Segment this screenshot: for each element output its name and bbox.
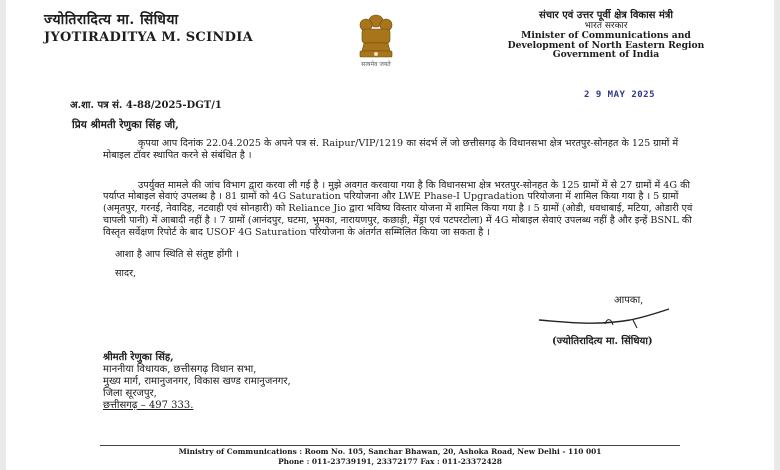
letterhead-right <box>482 11 730 60</box>
addressee-block <box>103 352 291 412</box>
letterhead-left <box>44 10 253 45</box>
addressee-name: श्रीमती रेणुका सिंह, <box>103 352 174 363</box>
minister-name-english: JYOTIRADITYA M. SCINDIA <box>44 30 253 45</box>
government-hindi: भारत सरकार <box>584 20 628 31</box>
left-border <box>0 0 6 470</box>
minister-name-hindi: ज्योतिरादित्य मा. सिंधिया <box>44 12 179 28</box>
emblem-motto: सत्यमेव जयते <box>361 61 391 68</box>
paragraph-hope: आशा है आप स्थिति से संतुष्ट होंगी । <box>115 248 239 260</box>
minister-title-line1: Minister of Communications and <box>521 29 691 41</box>
minister-title-line2: Development of North Eastern Region <box>507 39 705 51</box>
ministry-footer <box>100 447 680 467</box>
paragraph-status: उपर्युक्त मामले की जांच विभाग द्वारा करवा ली गई है । मुझे अवगत करवाया गया है कि विधानसभा क्षेत्र भरतपुर-सोनहत के 125 ग्रामों में से 27 ग्रामों में 4G की पर्याप्त मोबाइल सेवाएं उपलब्ध है । 81 ग्रामों को 4G Saturation परियोजना और LWE Phase-I Upgradation परियोजना में शामिल किया गया है । 5 ग्रामों (अमृतपुर, गरनई, नेवादिह, नटवाही एवं सोनहारी) को Reliance Jio द्वारा भविष्य विस्तार योजना में शामिल किया गया है । 5 ग्रामों (ओडी, धवधाबाई, मटिया, ओडारी एवं चापली पानी) में आबादी नहीं है । 7 ग्रामों (आनंदपुर, घटमा, भुमका, नारायणपुर, कछाड़ी, मेंड्रा एवं पटपरटोला) में 4G मोबाइल सेवाएं उपलब्ध नहीं है और इन्हें BSNL की विस्तृत सर्वेक्षण रिपोर्ट के बाद USOF 4G Saturation परियोजना के अंतर्गत सम्मिलित किया जा सकता है । <box>103 179 693 238</box>
reference-number: अ.शा. पत्र सं. 4-88/2025-DGT/1 <box>70 100 222 111</box>
footer-divider <box>100 445 680 446</box>
paragraph-reference: कृपया आप दिनांक 22.04.2025 के अपने पत्र सं. Raipur/VIP/1219 का संदर्भ लें जो छत्तीसगढ़ के विधानसभा क्षेत्र भरतपुर-सोनहत के 125 ग्रामों में मोबाइल टॉवर स्थापित करने से संबंधित है । <box>103 138 679 161</box>
letter-body <box>103 138 693 280</box>
addressee-line: छत्तीसगढ़ – 497 333. <box>103 400 194 411</box>
addressee-line: जिला सूरजपुर, <box>103 388 157 399</box>
signatory-name: (ज्योतिरादित्य मा. सिंधिया) <box>552 336 653 347</box>
closing-text: आपका, <box>614 295 644 306</box>
footer-address: Ministry of Communications : Room No. 105, Sanchar Bhawan, 20, Ashoka Road, New Delhi - 110 001 <box>178 447 602 456</box>
addressee-line: माननीया विधायक, छत्तीसगढ़ विधान सभा, <box>103 364 257 375</box>
signature-icon <box>535 306 675 332</box>
addressee-line: मुख्य मार्ग, रामानुजनगर, विकास खण्ड रामानुजनगर, <box>103 376 291 387</box>
right-border <box>774 0 780 470</box>
salutation: प्रिय श्रीमती रेणुका सिंह जी, <box>72 119 179 131</box>
footer-phone: Phone : 011-23739191, 23372177 Fax : 011-23372428 <box>278 457 502 466</box>
letter-date-stamp: 2 9 MAY 2025 <box>584 90 656 100</box>
government-english: Government of India <box>552 49 660 61</box>
minister-title-hindi: संचार एवं उत्तर पूर्वी क्षेत्र विकास मंत्री <box>538 10 674 21</box>
paragraph-regards: सादर, <box>115 268 137 280</box>
